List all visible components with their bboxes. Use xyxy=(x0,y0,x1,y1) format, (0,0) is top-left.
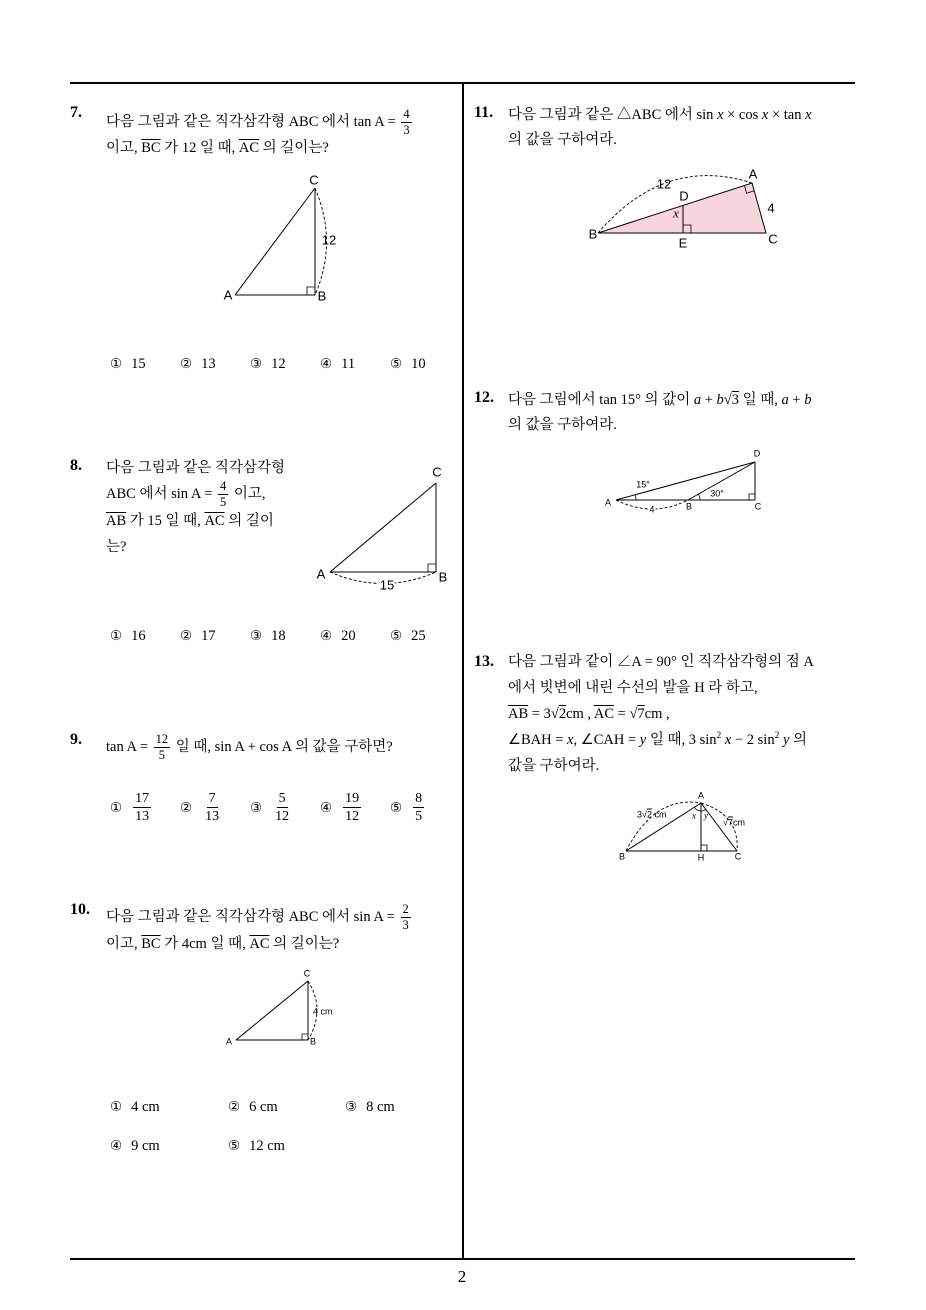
side-ac xyxy=(330,483,436,572)
choice-fraction xyxy=(413,791,424,824)
label-side-bc: 12 xyxy=(321,232,337,248)
label-vertex-a: A xyxy=(604,497,612,508)
problem-10-figure xyxy=(220,965,345,1050)
side-ca xyxy=(235,188,315,295)
label-side-ab: 4 xyxy=(649,504,655,515)
side-ac xyxy=(236,981,308,1040)
problem-10-line-1 xyxy=(106,903,413,932)
choice-value: 10 xyxy=(411,356,426,372)
text: , ∠CAH = xyxy=(573,732,640,748)
choice-value: 9 cm xyxy=(131,1138,160,1154)
numerator: 2 xyxy=(402,902,409,916)
problem-7-line-2 xyxy=(106,138,329,158)
problem-8-line-3 xyxy=(106,511,274,531)
label-angle-x: x xyxy=(673,205,679,221)
label-side-ac: 4 xyxy=(767,200,775,216)
unit: cm xyxy=(651,809,667,820)
problem-9-choice-2 xyxy=(180,791,223,824)
text: 다음 그림과 같은 △ABC 에서 sin xyxy=(508,107,718,123)
unit: cm xyxy=(732,817,745,828)
choice-mark: ④ xyxy=(110,1138,123,1154)
choice-mark: ① xyxy=(110,628,123,644)
variable-y: y xyxy=(639,732,647,748)
denominator: 5 xyxy=(219,495,227,509)
problem-9-fraction xyxy=(154,733,171,762)
sqrt-sign: √ xyxy=(629,706,638,722)
exponent: 2 xyxy=(716,731,722,741)
choice-fraction xyxy=(343,791,361,824)
choice-mark: ② xyxy=(180,356,193,372)
problem-13-line-5: 값을 구하여라. xyxy=(508,758,600,774)
problem-7-number: 7. xyxy=(70,104,82,121)
column-divider xyxy=(462,82,464,1259)
numerator: 17 xyxy=(135,791,150,806)
label-vertex-c: C xyxy=(309,172,319,188)
problem-10-choice-2 xyxy=(228,1097,278,1117)
label-vertex-e: E xyxy=(678,235,688,251)
text: = 3 xyxy=(528,706,551,722)
text: 의 xyxy=(789,732,808,748)
label-vertex-d: D xyxy=(753,448,761,459)
text: = xyxy=(614,706,630,722)
problem-10-choice-1 xyxy=(110,1097,160,1117)
choice-mark: ① xyxy=(110,1099,123,1115)
text: 의 길이 xyxy=(224,513,274,529)
variable-x: x xyxy=(717,107,724,123)
problem-11-number: 11. xyxy=(474,104,494,121)
problem-10-choice-3 xyxy=(345,1097,395,1117)
problem-9-choice-4 xyxy=(320,791,363,824)
text: cm , xyxy=(644,706,670,722)
denominator: 5 xyxy=(158,748,166,762)
denominator: 3 xyxy=(403,123,410,137)
text: 가 4cm 일 때, xyxy=(160,936,250,952)
choice-mark: ④ xyxy=(320,628,333,644)
choice-mark: ⑤ xyxy=(390,799,403,816)
bottom-rule xyxy=(70,1258,855,1260)
choice-value: 15 xyxy=(131,356,146,372)
radicand: 7 xyxy=(727,817,733,828)
problem-9-line-1 xyxy=(106,733,393,762)
problem-8-choice-3 xyxy=(250,626,286,646)
choice-value: 20 xyxy=(341,628,356,644)
problem-12-number: 12. xyxy=(474,389,494,406)
sqrt-sign: √ xyxy=(642,809,647,820)
choice-mark: ④ xyxy=(320,799,333,816)
text: × tan xyxy=(768,107,806,123)
right-angle-mark xyxy=(428,564,436,572)
numerator: 4 xyxy=(219,479,227,493)
label-vertex-h: H xyxy=(697,852,705,863)
choice-mark: ② xyxy=(180,628,193,644)
choice-mark: ⑤ xyxy=(390,628,403,644)
problem-7-choice-2 xyxy=(180,354,216,374)
choice-value: 17 xyxy=(201,628,216,644)
text: cm , xyxy=(566,706,594,722)
text: × cos xyxy=(723,107,762,123)
choice-mark: ③ xyxy=(250,628,263,644)
text: + xyxy=(788,392,805,408)
choice-mark: ③ xyxy=(250,799,263,816)
label-vertex-a: A xyxy=(225,1036,233,1047)
label-side-bc: 4 cm xyxy=(313,1006,333,1017)
right-angle-mark xyxy=(749,494,755,500)
problem-8-choice-2 xyxy=(180,626,216,646)
label-angle-15: 15° xyxy=(636,479,650,490)
label-vertex-c: C xyxy=(754,501,762,512)
text: 일 때, xyxy=(738,392,782,408)
text: 이고, xyxy=(230,485,266,502)
label-vertex-d: D xyxy=(679,188,689,204)
text: 일 때, 3 sin xyxy=(646,732,717,748)
segment-ac: $\overline{AC}$ xyxy=(238,140,260,156)
problem-7-line-1 xyxy=(106,108,414,137)
problem-8-line-1: 다음 그림과 같은 직각삼각형 xyxy=(106,460,285,476)
label-vertex-a: A xyxy=(316,566,326,582)
problem-12-figure xyxy=(600,445,770,520)
denominator: 12 xyxy=(275,809,290,824)
label-vertex-c: C xyxy=(303,968,311,979)
problem-10-line-2 xyxy=(106,934,339,954)
choice-mark: ② xyxy=(180,799,193,816)
choice-fraction xyxy=(133,791,151,824)
choice-value: 8 cm xyxy=(366,1099,395,1115)
choice-mark: ③ xyxy=(250,356,263,372)
variable-x: x xyxy=(724,732,732,748)
problem-13-line-1: 다음 그림과 같이 ∠A = 90° 인 직각삼각형의 점 A xyxy=(508,654,814,670)
choice-value: 16 xyxy=(131,628,146,644)
label-side-ac xyxy=(723,819,745,828)
problem-13-line-3 xyxy=(508,704,670,724)
text: − 2 sin xyxy=(731,732,775,748)
segment-ac: $\overline{AC}$ xyxy=(593,706,615,722)
denominator: 13 xyxy=(205,809,220,824)
problem-7-text: 다음 그림과 같은 직각삼각형 ABC 에서 tan A = xyxy=(106,113,400,130)
label-vertex-c: C xyxy=(734,851,742,862)
choice-mark: ④ xyxy=(320,356,333,372)
segment-ab: $\overline{AB}$ xyxy=(508,706,529,722)
radicand: 2 xyxy=(558,706,567,722)
label-vertex-b: B xyxy=(309,1036,317,1047)
page-number: 2 xyxy=(457,1267,467,1286)
sqrt-sign: √ xyxy=(723,817,728,828)
variable-a: a xyxy=(781,392,789,408)
variable-b: b xyxy=(716,392,724,408)
numerator: 4 xyxy=(403,107,410,121)
problem-13-figure xyxy=(615,790,755,865)
problem-8-line-4: 는? xyxy=(106,539,127,555)
problem-12-line-2: 의 값을 구하여라. xyxy=(508,417,617,433)
label-vertex-b: B xyxy=(685,501,693,512)
text: 의 길이는? xyxy=(259,140,329,156)
segment-ab: $\overline{AB}$ xyxy=(106,513,127,529)
problem-7-choice-3 xyxy=(250,354,286,374)
choice-value: 18 xyxy=(271,628,286,644)
label-side-ab xyxy=(637,811,666,820)
problem-10-choice-4 xyxy=(110,1136,160,1156)
denominator: 3 xyxy=(402,918,409,932)
angle-arc-b xyxy=(698,494,700,500)
segment-bc: $\overline{BC}$ xyxy=(141,140,161,156)
choice-value: 25 xyxy=(411,628,426,644)
label-side-ab: 12 xyxy=(656,176,672,192)
choice-mark: ② xyxy=(228,1099,241,1115)
variable-x: x xyxy=(805,107,812,123)
problem-7-fraction xyxy=(401,108,411,137)
problem-9-number: 9. xyxy=(70,731,82,748)
label-vertex-c: C xyxy=(432,464,442,480)
choice-value: 4 cm xyxy=(131,1099,160,1115)
label-vertex-c: C xyxy=(768,231,778,247)
variable-x: x xyxy=(567,732,574,748)
text: tan A = xyxy=(106,738,152,755)
problem-9-choice-5 xyxy=(390,791,426,824)
label-side-ab: 15 xyxy=(379,577,395,593)
problem-13-number: 13. xyxy=(474,653,494,670)
text: ∠BAH = xyxy=(508,732,568,748)
problem-11-line-2: 의 값을 구하여라. xyxy=(508,132,617,148)
label-angle-30: 30° xyxy=(710,488,724,499)
choice-mark: ① xyxy=(110,356,123,372)
numerator: 8 xyxy=(415,791,423,806)
radicand: 3 xyxy=(731,392,739,408)
numerator: 12 xyxy=(155,732,169,746)
choice-value: 6 cm xyxy=(249,1099,278,1115)
variable-a: a xyxy=(693,392,702,408)
text: 의 길이는? xyxy=(269,936,340,952)
denominator: 12 xyxy=(345,809,360,824)
text: 가 12 일 때, xyxy=(160,140,239,156)
variable-y: y xyxy=(782,732,790,748)
problem-9-choice-3 xyxy=(250,791,293,824)
problem-8-choice-4 xyxy=(320,626,356,646)
problem-10-number: 10. xyxy=(70,901,90,918)
problem-7-choice-4 xyxy=(320,354,355,374)
text: 이고, xyxy=(106,936,142,952)
choice-value: 12 cm xyxy=(249,1138,285,1154)
numerator: 5 xyxy=(278,791,286,806)
segment-ac: $\overline{AC}$ xyxy=(204,513,225,529)
segment-ac: $\overline{AC}$ xyxy=(249,936,270,952)
label-vertex-a: A xyxy=(223,287,233,303)
problem-8-choice-5 xyxy=(390,626,426,646)
label-vertex-b: B xyxy=(438,569,448,585)
angle-arc-a xyxy=(635,495,636,500)
label-vertex-a: A xyxy=(748,166,758,182)
text: 이고, xyxy=(106,140,142,156)
choice-value: 11 xyxy=(341,356,356,372)
choice-mark: ⑤ xyxy=(228,1138,241,1154)
label-vertex-b: B xyxy=(618,851,626,862)
text: ABC 에서 sin A = xyxy=(106,485,216,502)
variable-b: b xyxy=(804,392,812,408)
text: 가 15 일 때, xyxy=(126,513,205,529)
problem-8-choice-1 xyxy=(110,626,146,646)
variable-x: x xyxy=(761,107,769,123)
label-vertex-b: B xyxy=(588,226,598,242)
problem-10-text: 다음 그림과 같은 직각삼각형 ABC 에서 sin A = xyxy=(106,908,399,925)
text: + xyxy=(701,392,717,408)
problem-9-choice-1 xyxy=(110,791,153,824)
problem-8-line-2 xyxy=(106,480,265,509)
problem-7-choice-5 xyxy=(390,354,426,374)
problem-13-line-2: 에서 빗변에 내린 수선의 발을 H 라 하고, xyxy=(508,680,758,696)
problem-11-triangle xyxy=(585,165,795,250)
right-angle-mark xyxy=(307,287,315,295)
segment-bc: $\overline{BC}$ xyxy=(141,936,161,952)
problem-11-figure xyxy=(585,165,795,250)
choice-mark: ③ xyxy=(345,1099,358,1115)
problem-8-fraction xyxy=(218,480,228,509)
label-vertex-a: A xyxy=(697,790,705,801)
radicand: 7 xyxy=(637,706,645,722)
radicand: 2 xyxy=(646,809,652,820)
label-angle-y: y xyxy=(704,810,708,821)
problem-8-number: 8. xyxy=(70,457,82,474)
denominator: 5 xyxy=(415,809,423,824)
problem-13-line-4 xyxy=(508,730,807,750)
problem-11-line-1 xyxy=(508,105,812,125)
choice-fraction xyxy=(203,791,221,824)
choice-value: 12 xyxy=(271,356,286,372)
numerator: 19 xyxy=(345,791,360,806)
problem-10-fraction xyxy=(401,903,411,932)
right-angle-mark-h xyxy=(701,845,707,851)
choice-mark: ① xyxy=(110,799,123,816)
problem-8-triangle xyxy=(310,460,455,595)
problem-12-line-1 xyxy=(508,390,811,410)
problem-7-figure xyxy=(220,170,350,305)
coefficient: 3 xyxy=(637,809,643,820)
choice-value: 13 xyxy=(201,356,216,372)
choice-fraction xyxy=(273,791,291,824)
problem-10-choice-5 xyxy=(228,1136,285,1156)
exponent: 2 xyxy=(774,731,780,741)
text: 다음 그림에서 tan 15° 의 값이 xyxy=(508,392,694,408)
denominator: 13 xyxy=(135,809,150,824)
text: 일 때, sin A + cos A 의 값을 구하면? xyxy=(172,738,393,755)
problem-8-figure xyxy=(310,460,455,595)
sqrt-sign: √ xyxy=(550,706,559,722)
sqrt-sign: √ xyxy=(723,392,732,408)
numerator: 7 xyxy=(208,791,216,806)
right-angle-mark xyxy=(302,1034,308,1040)
label-vertex-b: B xyxy=(317,288,327,304)
label-angle-x: x xyxy=(692,810,696,821)
choice-mark: ⑤ xyxy=(390,356,403,372)
problem-7-choice-1 xyxy=(110,354,146,374)
